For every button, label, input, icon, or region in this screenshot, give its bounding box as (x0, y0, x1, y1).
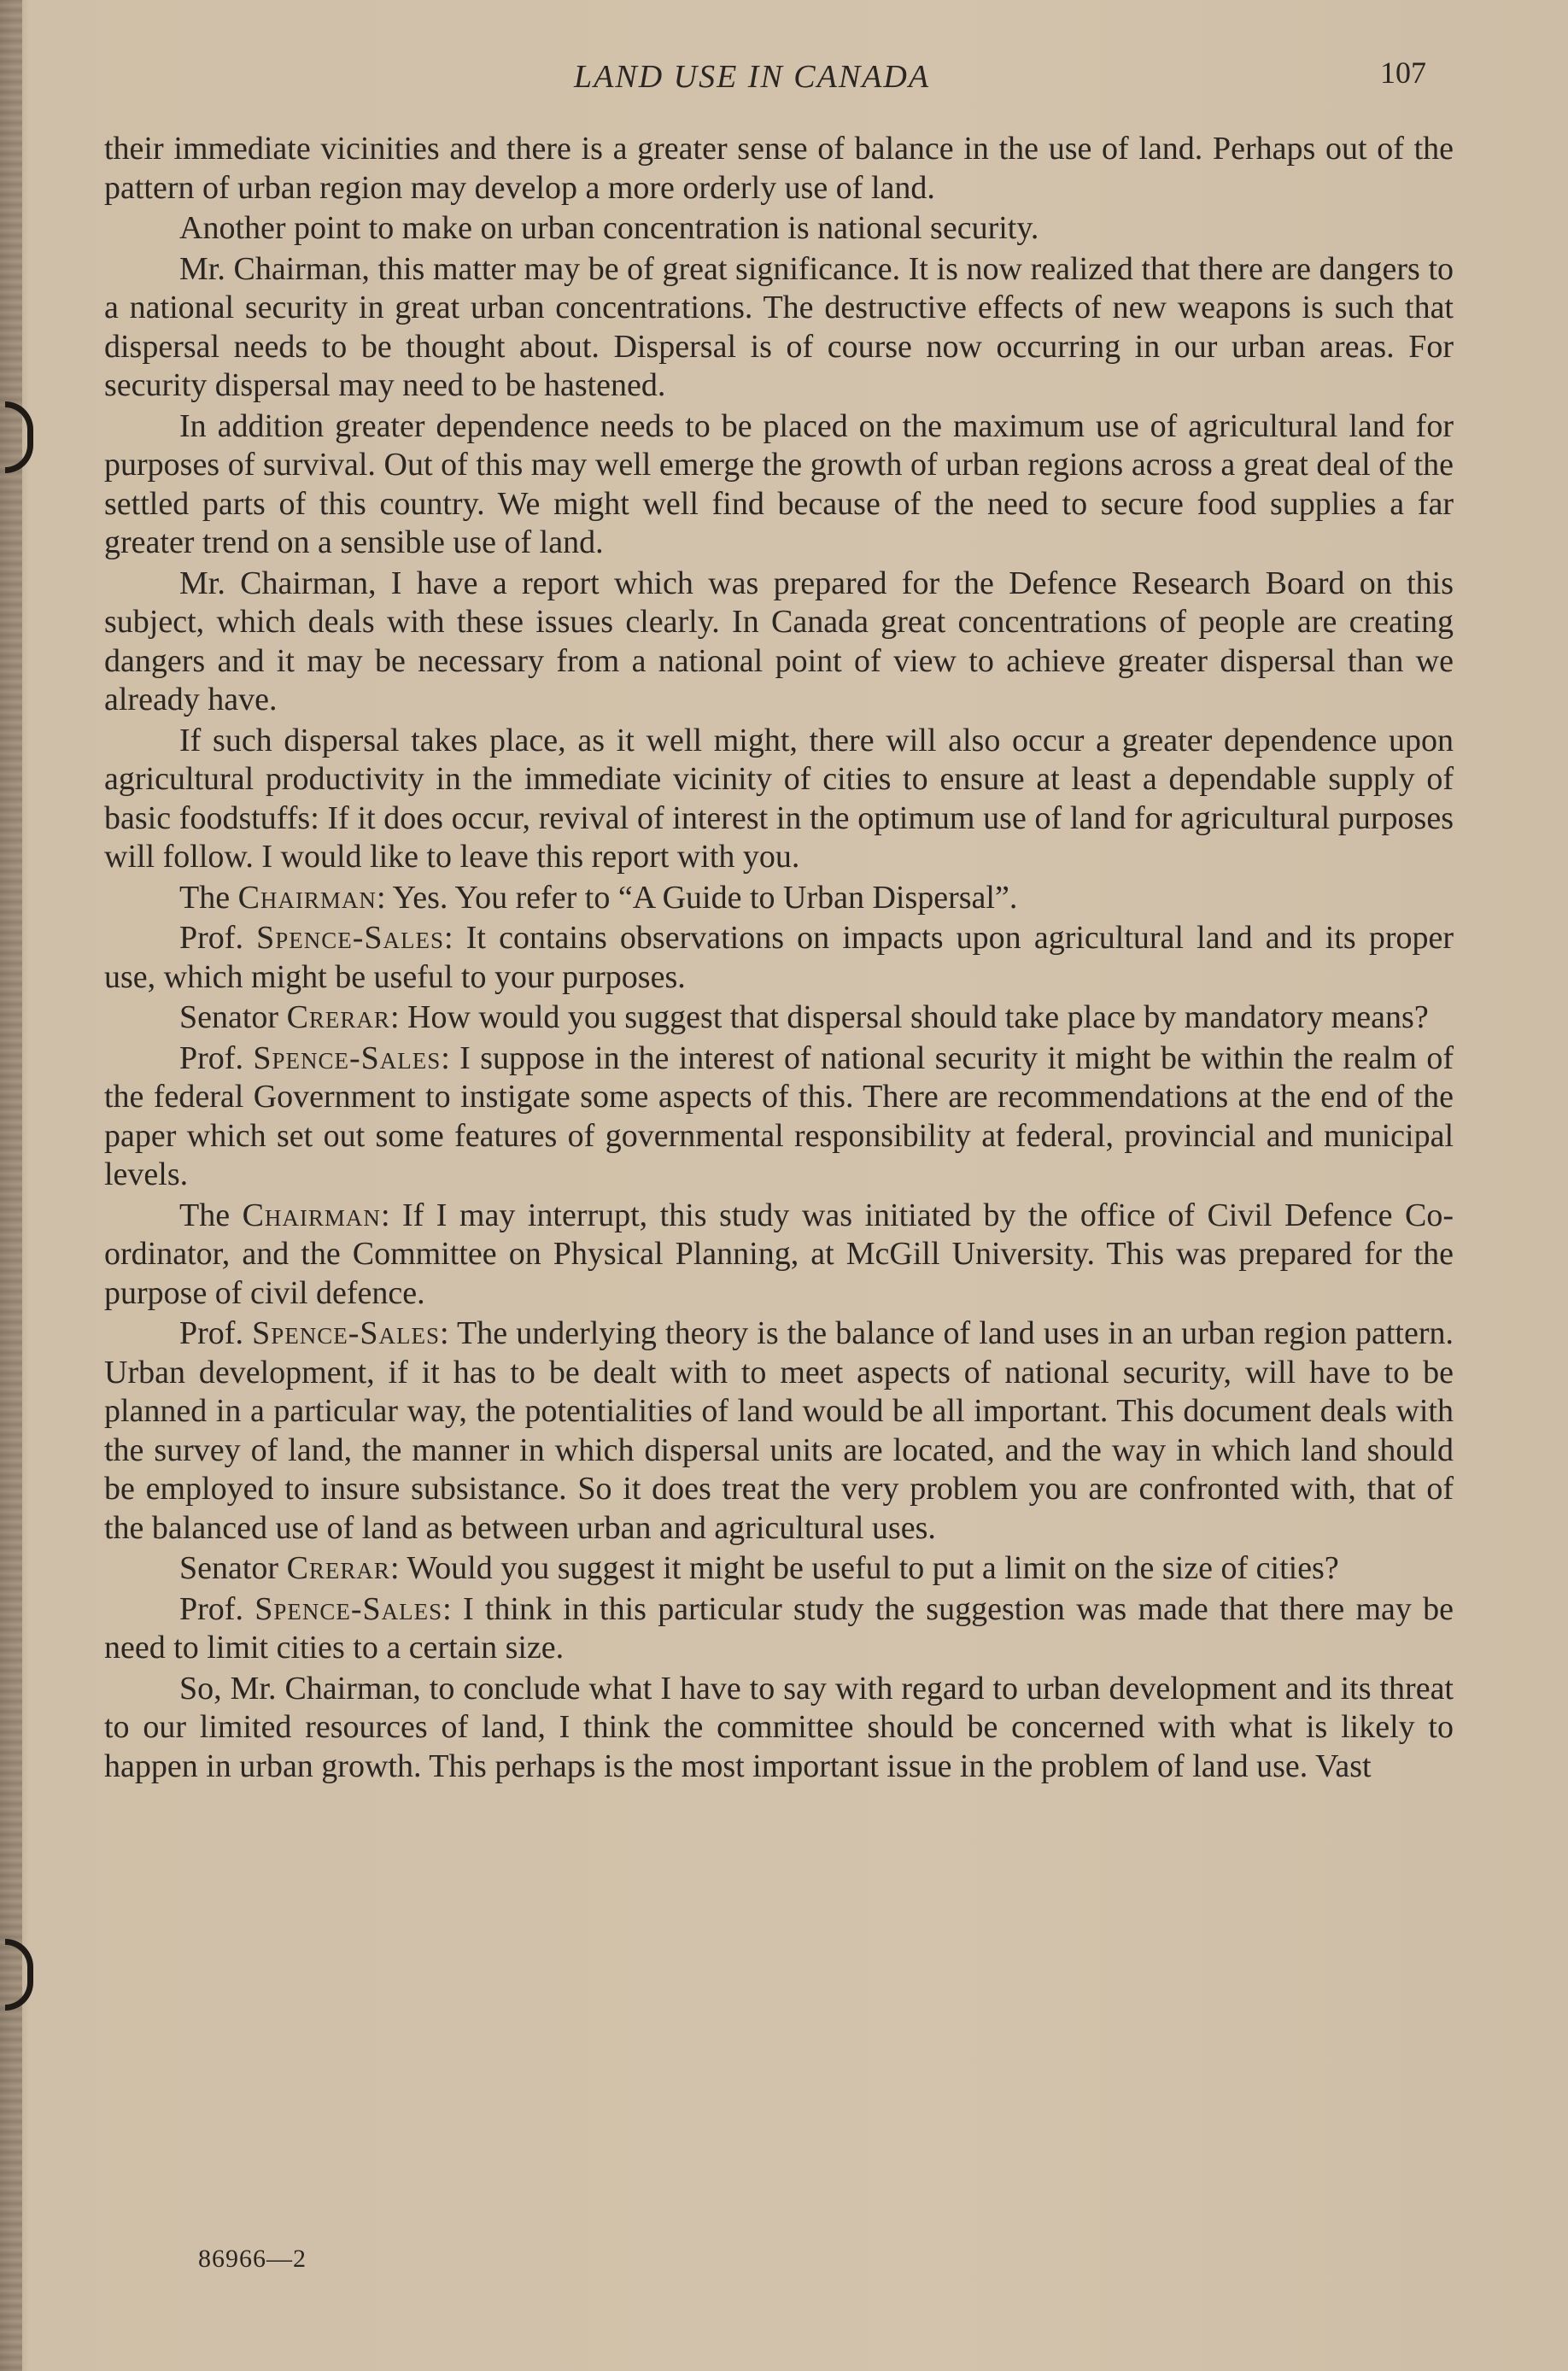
speaker-name: Chairman (237, 879, 377, 916)
speaker-prefix: Senator (179, 1550, 287, 1586)
speaker-name: Spence-Sales (256, 920, 445, 956)
speaker-prefix: Prof. (179, 920, 257, 956)
speaker-prefix: Prof. (179, 1315, 253, 1351)
page-number: 107 (1380, 56, 1426, 90)
paragraph-text: : Yes. You refer to “A Guide to Urban Dispersal”. (376, 879, 1018, 916)
paragraph-text: : I suppose in the interest of national security it might be within the realm of the federal Government to instigate some aspects of this. There are recommendations at the end of the paper which set out some features of governmental responsibility at federal, provincial and municipal levels. (104, 1039, 1454, 1192)
paragraph (104, 407, 1454, 563)
paragraph-text: : How would you suggest that dispersal should take place by mandatory means? (389, 999, 1429, 1035)
speaker-name: Crerar (286, 1550, 390, 1586)
speaker-paragraph (104, 998, 1454, 1038)
speaker-paragraph (104, 1549, 1454, 1589)
paragraph-text: : If I may interrupt, this study was initiated by the office of Civil Defence Co-ordinator, and the Committee on Physical Planning, at McGill University. This was prepared for the purpose of civil defence. (104, 1197, 1454, 1311)
speaker-prefix: Prof. (179, 1039, 254, 1076)
page-body (104, 130, 1454, 1788)
speaker-prefix: The (179, 1197, 243, 1233)
paragraph-text: Mr. Chairman, I have a report which was prepared for the Defence Research Board on this subject, which deals with these issues clearly. In Canada great concentrations of people are creating dangers and it may be necessary from a national point of view to achieve greater dispersal than we already have. (104, 565, 1454, 717)
paragraph-text: : The underlying theory is the balance of land uses in an urban region pattern. Urban development, if it has to be dealt with to meet aspects of national security, will have to be planned in a particular way, the potentialities of land would be all important. This document deals with the survey of land, the manner in which dispersal units are located, and the way in which land should be employed to insure subsistance. So it does treat the very problem you are confronted with, that of the balanced use of land as between urban and agricultural uses. (104, 1315, 1454, 1546)
paragraph (104, 722, 1454, 877)
paragraph-text: their immediate vicinities and there is a greater sense of balance in the use of land. Perhaps out of the pattern of urban region may develop a more orderly use of land. (104, 131, 1454, 206)
paragraph-text: : It contains observations on impacts upon agricultural land and its proper use, which might be useful to your purposes. (104, 920, 1454, 995)
paragraph-text: : I think in this particular study the suggestion was made that there may be need to limit cities to a certain size. (104, 1590, 1454, 1666)
paragraph-text: Mr. Chairman, this matter may be of great significance. It is now realized that there are dangers to a national security in great urban concentrations. The destructive effects of new weapons is such that dispersal needs to be thought about. Dispersal is of course now occurring in our urban areas. For security dispersal may need to be hastened. (104, 250, 1454, 403)
paragraph (104, 250, 1454, 406)
paragraph (104, 130, 1454, 208)
paragraph (104, 1670, 1454, 1787)
page-binding-edge (0, 0, 22, 2371)
speaker-paragraph (104, 1039, 1454, 1195)
paragraph-text: If such dispersal takes place, as it well might, there will also occur a greater dependence upon agricultural productivity in the immediate vicinity of cities to ensure at least a dependable supply of basic foodstuffs: If it does occur, revival of interest in the optimum use of land for agricultural purposes will follow. I would like to leave this report with you. (104, 722, 1454, 875)
speaker-name: Chairman (242, 1197, 381, 1233)
speaker-prefix: Prof. (179, 1590, 255, 1627)
speaker-prefix: Senator (179, 999, 287, 1035)
paragraph (104, 565, 1454, 720)
speaker-name: Crerar (286, 999, 390, 1035)
speaker-paragraph (104, 1590, 1454, 1668)
running-title: LAND USE IN CANADA (574, 59, 931, 95)
binding-hole-upper (5, 401, 33, 473)
paragraph-text: : Would you suggest it might be useful to put a limit on the size of cities? (389, 1550, 1339, 1586)
paragraph (104, 209, 1454, 249)
binding-hole-lower (5, 1939, 33, 2011)
paragraph-text: So, Mr. Chairman, to conclude what I have to say with regard to urban development and its threat to our limited resources of land, I think the committee should be concerned with what is likely to happen in urban growth. This perhaps is the most important issue in the problem of land use. Vast (104, 1670, 1454, 1784)
paragraph-text: Another point to make on urban concentration is national security. (179, 210, 1039, 246)
speaker-name: Spence-Sales (255, 1590, 443, 1627)
page-header (0, 53, 1568, 104)
speaker-name: Spence-Sales (252, 1315, 441, 1351)
speaker-paragraph (104, 879, 1454, 918)
speaker-paragraph (104, 1314, 1454, 1548)
speaker-name: Spence-Sales (253, 1039, 442, 1076)
paragraph-text: In addition greater dependence needs to be placed on the maximum use of agricultural land for purposes of survival. Out of this may well emerge the growth of urban regions across a great deal of the settled parts of this country. We might well find because of the need to secure food supplies a far greater trend on a sensible use of land. (104, 407, 1454, 560)
signature-code: 86966—2 (198, 2245, 307, 2273)
speaker-paragraph (104, 1197, 1454, 1314)
speaker-prefix: The (179, 879, 238, 916)
speaker-paragraph (104, 919, 1454, 997)
